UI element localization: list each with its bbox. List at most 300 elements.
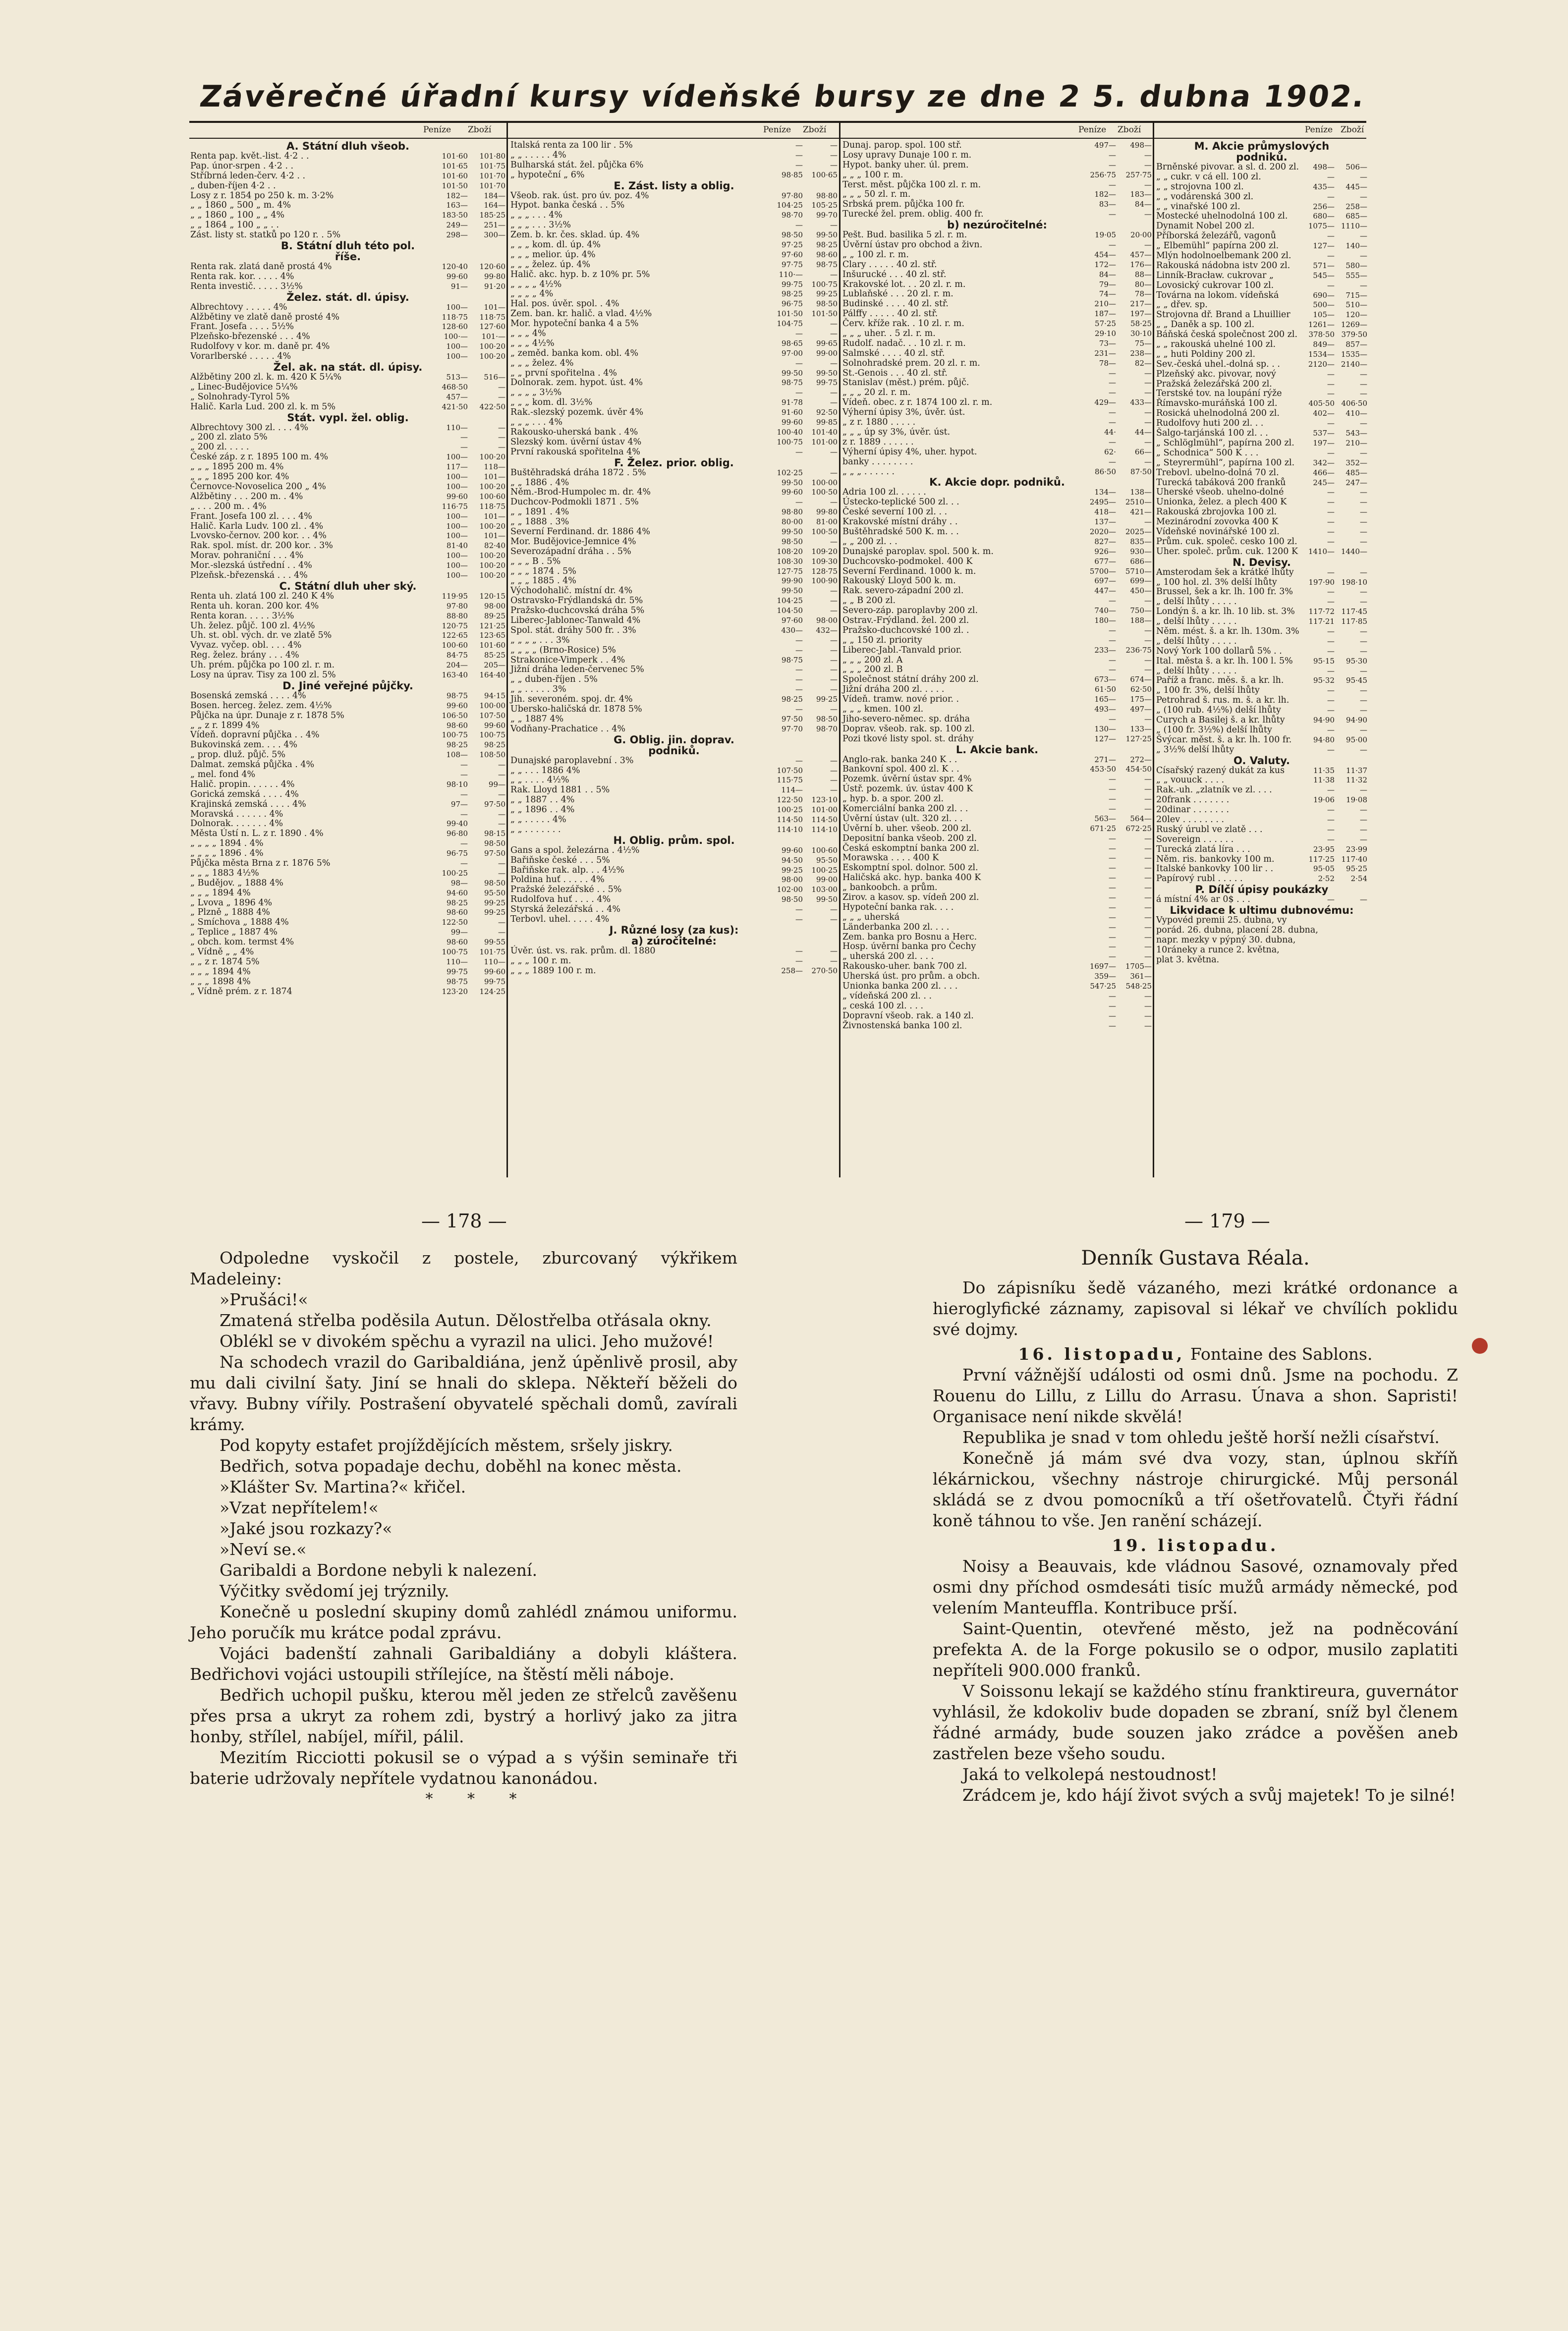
price-penize: 118·75 [442, 312, 468, 322]
quote-row [1156, 745, 1367, 755]
security-name: Ubersko-haličská dr. 1878 5% [510, 704, 642, 714]
quote-row [1156, 241, 1367, 251]
security-name: Amsterodam šek a krátké lhůty [1156, 567, 1294, 577]
quote-row [1156, 537, 1367, 547]
security-name: Uh. želez. půjč. 100 zl. 4½% [190, 620, 315, 631]
quote-row [190, 691, 505, 701]
price-penize: 182— [446, 191, 468, 200]
price-zbozi: 98·15 [484, 829, 505, 838]
price-penize: — [1327, 646, 1335, 656]
quote-row [510, 447, 838, 457]
quote-row [190, 423, 505, 433]
price-penize: — [460, 760, 468, 770]
quote-row [190, 790, 505, 800]
quote-row [510, 378, 838, 388]
price-zbozi: 270·50 [811, 966, 838, 975]
security-name: „ „ . . . . . 4% [510, 150, 566, 160]
price-zbozi: 184— [484, 191, 505, 200]
security-name: Rakouská nádobna istv 200 zl. [1156, 260, 1290, 271]
security-name: Halič. Karla Lud. 200 zl. k. m 5% [190, 401, 336, 412]
diary-entry-heading [933, 1535, 1458, 1556]
price-penize: 466— [1313, 468, 1335, 477]
quote-row [510, 388, 838, 398]
quote-row [190, 230, 505, 240]
security-name: Frant. Josefa . . . . 5½% [190, 322, 294, 332]
quote-row [510, 715, 838, 724]
price-penize: 99·90 [782, 576, 803, 586]
security-name: České záp. z r. 1895 100 m. 4% [190, 452, 329, 462]
security-name: Zást. listy st. statků po 120 r. . 5% [190, 230, 341, 240]
quote-row [510, 815, 838, 825]
security-name: Pozemk. úvěrní ústav spr. 4% [842, 774, 972, 784]
price-zbozi: — [498, 928, 505, 937]
security-name: Jižní dráha leden-červenec 5% [510, 665, 644, 675]
security-name: Unionka, želez. a plech 400 K [1156, 497, 1287, 507]
quote-row [1156, 578, 1367, 588]
price-penize: 447— [1094, 586, 1116, 596]
quote-row [842, 388, 1152, 398]
price-penize: 57·25 [1095, 319, 1116, 329]
quote-row [510, 309, 838, 319]
novel-paragraph: »Klášter Sv. Martina?« křičel. [220, 1477, 466, 1497]
price-zbozi: 99·25 [816, 695, 838, 704]
price-zbozi: 217— [1130, 299, 1152, 309]
security-name: „ Plzně „ 1888 4% [190, 907, 270, 918]
quote-row [842, 141, 1152, 151]
quote-row [190, 561, 505, 571]
price-penize: 204— [446, 661, 468, 670]
security-name: „ „ „ „ 3½% [510, 388, 562, 398]
price-penize: — [795, 388, 803, 397]
quote-row [1156, 399, 1367, 409]
quote-row [1156, 488, 1367, 498]
quote-row [842, 903, 1152, 913]
price-zbozi: — [1144, 902, 1152, 912]
price-zbozi: 432— [816, 625, 838, 635]
security-name: Rak. Lloyd 1881 . . 5% [510, 785, 610, 795]
price-penize: 99·25 [782, 865, 803, 875]
quote-row [842, 418, 1152, 428]
quote-row [1156, 478, 1367, 488]
quote-row [1156, 370, 1367, 380]
price-penize: 98·25 [782, 289, 803, 299]
price-zbozi: — [498, 392, 505, 401]
novel-paragraph: Na schodech vrazil do Garibaldiána, jenž úpěnlivě prosil, aby mu dali civilní šaty. Jiní se hnali do sklepa. Někteří běželi do vřavy. Bubny vířily. Postrašení obyvatelé spěchali domů, zavírali krámy. [190, 1352, 737, 1434]
price-zbozi: — [1360, 507, 1367, 517]
price-zbozi: — [1360, 537, 1367, 546]
price-zbozi: 85·25 [484, 651, 505, 660]
quote-row [510, 428, 838, 438]
quote-row [510, 329, 838, 339]
security-name: „ „ „ „ 1894 . 4% [190, 838, 264, 849]
section-heading: E. Zást. listy a oblig. [614, 179, 734, 192]
price-zbozi: — [1144, 408, 1152, 417]
security-name: Petrohrad š. rus. m. š. a kr. lh. [1156, 695, 1289, 706]
quote-row [190, 810, 505, 820]
price-zbozi: 2025— [1125, 527, 1152, 536]
security-name: Eskomptní spol. dolnor. 500 zl. [842, 863, 978, 873]
col3-zbozi-header: Zboží [1118, 125, 1141, 135]
quote-row [1156, 172, 1367, 182]
quote-row [190, 201, 505, 211]
price-penize: 99·50 [782, 478, 803, 487]
quote-row [1156, 825, 1367, 835]
price-penize: — [1109, 833, 1116, 843]
quote-row [1156, 192, 1367, 202]
quote-row [190, 502, 505, 512]
security-name: porád. 26. dubna, placení 28. dubna, [1156, 925, 1318, 936]
price-penize: 104·25 [777, 201, 803, 210]
price-zbozi: — [1360, 280, 1367, 290]
price-zbozi: — [1360, 626, 1367, 636]
security-name: „ 100 hol. zl. 3% delší lhůty [1156, 577, 1277, 587]
security-name: Frant. Josefa 100 zl. . . . 4% [190, 511, 312, 521]
security-name: „ „ . . . . . 4% [510, 815, 566, 825]
price-penize: — [1327, 527, 1335, 536]
security-name: Styrská železářská . . 4% [510, 904, 620, 915]
price-penize: 468·50 [442, 382, 468, 391]
quote-row [842, 972, 1152, 982]
quote-row [190, 443, 505, 452]
price-zbozi: 100·50 [811, 488, 838, 497]
price-zbozi: — [1144, 596, 1152, 606]
quote-row [842, 1001, 1152, 1011]
price-penize: 105— [1313, 310, 1335, 320]
price-penize: 405·50 [1308, 399, 1335, 408]
quote-row [842, 408, 1152, 418]
quote-row [510, 191, 838, 201]
price-penize: — [1327, 696, 1335, 705]
security-name: Papírový rubl . . . . . [1156, 874, 1243, 884]
price-zbozi: 88— [1134, 270, 1152, 279]
security-name: „ „ 1887 . . 4% [510, 795, 575, 805]
price-penize: 108·20 [777, 547, 803, 556]
quote-row [1156, 517, 1367, 527]
price-penize: — [1109, 952, 1116, 961]
quote-row [842, 270, 1152, 280]
quote-row [842, 467, 1152, 477]
quote-row [190, 631, 505, 641]
price-zbozi: — [1360, 745, 1367, 754]
security-name: „ „ „ . . . 3½% [510, 220, 571, 230]
quote-row [842, 250, 1152, 260]
quote-row [510, 280, 838, 290]
security-name: Bukovinská zem. . . . 4% [190, 740, 298, 750]
quote-row [842, 636, 1152, 646]
price-penize: — [1327, 597, 1335, 607]
price-penize: 97·75 [782, 260, 803, 269]
price-zbozi: — [1144, 952, 1152, 961]
security-name: Alžbětiny 200 zl. k. m. 420 K 5¼% [190, 372, 342, 383]
price-penize: — [1109, 408, 1116, 417]
price-penize: 11·35 [1313, 766, 1335, 775]
price-zbozi: 699— [1130, 576, 1152, 586]
price-penize: — [1109, 457, 1116, 466]
price-zbozi: 82·40 [484, 541, 505, 551]
security-name: „ „ duben-říjen . 5% [510, 674, 598, 685]
price-penize: 418— [1094, 507, 1116, 517]
quote-row [190, 313, 505, 323]
security-name: Továrna na lokom. vídeňská [1156, 290, 1279, 300]
quote-row [510, 537, 838, 547]
security-name: Úvěr. úst. vs. rak. prům. dl. 1880 [510, 945, 656, 956]
section-heading: M. Akcie průmyslových [1194, 140, 1330, 152]
column-divider [839, 122, 840, 1177]
price-penize: — [1327, 537, 1335, 546]
security-name: Mostecké uhelnodolná 100 zl. [1156, 211, 1288, 222]
price-zbozi: 94·15 [484, 691, 505, 700]
security-name: Albrechtovy . . . . . 4% [190, 302, 287, 312]
price-zbozi: 95·50 [484, 888, 505, 897]
price-zbozi: 127·60 [479, 322, 505, 332]
security-name: „ „ „ 1898 4% [190, 976, 251, 987]
quote-row [1156, 547, 1367, 557]
price-zbozi: 118·75 [479, 312, 505, 322]
quote-row [510, 270, 838, 280]
quote-row [842, 517, 1152, 527]
price-zbozi: — [830, 537, 838, 546]
price-zbozi: 685— [1345, 212, 1367, 221]
security-name: Stanislav (měst.) prém. půjč. [842, 378, 969, 388]
price-penize: — [1327, 805, 1335, 815]
price-zbozi: 101·00 [811, 805, 838, 815]
price-zbozi: 120·60 [479, 262, 505, 272]
price-penize: — [1109, 863, 1116, 873]
security-name: „ delší lhůty . . . . . [1156, 636, 1237, 646]
novel-paragraph: Konečně u poslední skupiny domů zahlédl známou uniformu. Jeho poručík mu krátce podal zprávu. [190, 1602, 737, 1642]
security-name: „ „ . . . 1886 4% [510, 765, 580, 776]
price-penize: — [1327, 507, 1335, 517]
quote-row [842, 873, 1152, 883]
quote-row [190, 641, 505, 651]
quote-row [1156, 320, 1367, 330]
price-zbozi: — [1360, 686, 1367, 695]
price-zbozi: — [498, 760, 505, 770]
price-penize: — [1327, 666, 1335, 675]
security-name: 20dinar . . . . . . . [1156, 805, 1230, 815]
quote-row [842, 319, 1152, 329]
col4-penize-header: Peníze [1305, 125, 1333, 135]
price-zbozi: 98·50 [816, 714, 838, 723]
price-zbozi: — [830, 915, 838, 924]
price-zbozi: 107·50 [479, 711, 505, 720]
security-name: Společnost státní dráhy 200 zl. [842, 674, 979, 685]
price-zbozi: 120— [1345, 310, 1367, 320]
price-penize: 102·25 [777, 468, 803, 477]
price-penize: 183·50 [442, 211, 468, 220]
security-name: 20frank . . . . . . . [1156, 795, 1230, 805]
price-zbozi: 361— [1130, 972, 1152, 981]
quote-row [1156, 448, 1367, 458]
quote-row [510, 151, 838, 161]
price-zbozi: 100·75 [479, 730, 505, 740]
price-penize: 98— [450, 878, 468, 888]
price-zbozi: — [1360, 815, 1367, 824]
price-zbozi: 485— [1345, 468, 1367, 477]
price-penize: 108— [446, 750, 468, 760]
price-penize: 108·30 [777, 556, 803, 566]
price-penize: 99·40 [447, 819, 468, 829]
price-penize: — [1109, 804, 1116, 813]
price-zbozi: — [830, 319, 838, 329]
diary-paragraph: Konečně já mám své dva vozy, stan, úplnou skříň lékárnickou, všechny nástroje chirurgické. Můj personál skládá se z dvou pomocníků a tří ošetřovatelů. Čtyři řádní koně táhnou to vše. Jen ranění scházejí. [933, 1448, 1458, 1530]
quote-row [510, 349, 838, 359]
security-name: á místní 4% ar 0$ . . . [1156, 894, 1250, 905]
price-penize: 2020— [1089, 527, 1116, 536]
security-name: Morawska . . . . 400 K [842, 853, 939, 863]
quote-row [1156, 251, 1367, 261]
quote-row [510, 956, 838, 966]
security-name: St.-Genois . . . 40 zl. stř. [842, 368, 948, 378]
price-zbozi: 114·10 [811, 825, 838, 834]
security-name: Renta pap. květ.-list. 4·2 . . [190, 151, 309, 161]
price-zbozi: — [1360, 231, 1367, 241]
price-penize: 116·75 [442, 501, 468, 511]
price-zbozi: — [1360, 666, 1367, 675]
col2-penize-header: Peníze [763, 125, 791, 135]
security-name: „ „ „ 200 zl. A [842, 655, 903, 665]
price-penize: — [460, 839, 468, 848]
price-zbozi: 100·60 [811, 845, 838, 855]
price-zbozi: — [830, 766, 838, 775]
security-name: Brussel, šek a kr. lh. 100 fr. 3% [1156, 587, 1293, 597]
novel-paragraph: »Jaké jsou rozkazy?« [220, 1519, 392, 1538]
security-name: Severozápadní dráha . . 5% [510, 546, 631, 556]
price-penize: — [1109, 714, 1116, 723]
quote-row [1156, 815, 1367, 825]
price-zbozi: 674— [1130, 675, 1152, 684]
price-zbozi: 101·40 [811, 427, 838, 437]
quote-row [510, 240, 838, 250]
security-name: Plzeňsko-březenské . . . 4% [190, 332, 310, 342]
security-name: Moravská . . . . . . 4% [190, 809, 283, 819]
price-penize: — [1327, 192, 1335, 201]
quote-row [842, 724, 1152, 734]
price-zbozi: 5710— [1125, 566, 1152, 576]
quote-row [510, 646, 838, 656]
security-name: Úvěrní ústav pro obchod a živn. [842, 240, 983, 250]
section-heading: O. Valuty. [1233, 754, 1290, 767]
security-name: Renta koran. . . . . 3½% [190, 610, 294, 621]
price-zbozi: — [830, 665, 838, 674]
security-name: „ „ z r. 1874 5% [190, 956, 260, 967]
price-penize: — [1327, 626, 1335, 636]
price-zbozi: — [1144, 942, 1152, 951]
security-name: Živnostenská banka 100 zl. [842, 1020, 962, 1031]
price-penize: — [1109, 942, 1116, 951]
quote-row [1156, 568, 1367, 578]
price-penize: 378·50 [1308, 330, 1335, 339]
security-name: Úvěrní b. uher. všeob. 200 zl. [842, 823, 972, 833]
quote-row [190, 670, 505, 680]
security-name: Alžbětiny . . . 200 m. . 4% [190, 491, 303, 501]
quote-row [1156, 666, 1367, 676]
quote-row [190, 322, 505, 332]
price-zbozi: 433— [1130, 398, 1152, 407]
security-name: „ „ vouuck . . . . [1156, 775, 1225, 785]
price-zbozi: 120·15 [479, 591, 505, 601]
price-zbozi: 555— [1345, 271, 1367, 280]
quote-row [510, 856, 838, 866]
quote-row [510, 665, 838, 675]
quote-row [190, 918, 505, 928]
price-penize: 1534— [1308, 349, 1335, 359]
price-zbozi: — [1144, 714, 1152, 723]
price-penize: — [460, 443, 468, 452]
price-zbozi: 1110— [1341, 222, 1367, 231]
quotes-column-3 [842, 141, 1152, 1031]
price-zbozi: 672·25 [1125, 824, 1152, 833]
quote-row [1156, 231, 1367, 241]
price-penize: 98·25 [447, 740, 468, 750]
price-penize: — [1327, 725, 1335, 734]
price-penize: 435— [1313, 182, 1335, 191]
security-name: Něm. ris. bankovky 100 m. [1156, 854, 1275, 864]
security-name: Bulharská stát. žel. půjčka 6% [510, 160, 644, 170]
price-zbozi: — [830, 776, 838, 785]
price-penize: 83— [1099, 200, 1116, 209]
price-zbozi: 257·75 [1125, 170, 1152, 179]
quote-row [842, 933, 1152, 943]
security-name: Liberec-Jablonec-Tanwald 4% [510, 615, 641, 625]
quote-row [1156, 350, 1367, 360]
quote-row [1156, 360, 1367, 370]
quote-row [190, 721, 505, 731]
price-penize: 98·60 [447, 908, 468, 917]
security-name: „ „ „ 50 zl. r. m. [842, 189, 911, 200]
price-penize: 180— [1094, 615, 1116, 625]
quote-row [842, 705, 1152, 715]
price-penize: 99·50 [782, 586, 803, 596]
price-penize: 547·25 [1090, 982, 1116, 991]
security-name: Černovce-Novoselica 200 „ 4% [190, 481, 326, 492]
quote-row [842, 992, 1152, 1001]
price-penize: 98·50 [782, 537, 803, 546]
quote-row [842, 844, 1152, 854]
quote-row [842, 210, 1152, 220]
quote-row [510, 211, 838, 221]
price-penize: 99·75 [447, 967, 468, 976]
price-penize: 298— [446, 230, 468, 240]
quote-row [510, 517, 838, 527]
price-zbozi: 99·65 [816, 338, 838, 348]
quote-row [1156, 916, 1367, 926]
price-penize: 537— [1313, 429, 1335, 438]
price-zbozi: — [1144, 368, 1152, 378]
price-zbozi: 99·50 [816, 230, 838, 240]
price-zbozi: 78— [1134, 289, 1152, 299]
price-zbozi: — [1360, 636, 1367, 646]
price-penize: 98·25 [782, 695, 803, 704]
security-name: Uherská úst. pro prům. a obch. [842, 971, 980, 982]
novel-paragraph: Výčitky svědomí jej trýznily. [220, 1581, 449, 1601]
price-penize: 5700— [1089, 566, 1116, 576]
price-zbozi: — [1360, 527, 1367, 536]
quote-row [842, 349, 1152, 359]
quote-row [190, 191, 505, 201]
security-name: Vodňany-Prachatice . . 4% [510, 723, 625, 734]
quote-row [842, 200, 1152, 210]
price-penize: — [1327, 231, 1335, 241]
price-penize: — [1327, 379, 1335, 388]
price-zbozi: 87·50 [1130, 467, 1152, 476]
price-penize: — [1109, 794, 1116, 804]
quote-row [510, 596, 838, 606]
price-zbozi: 98·00 [816, 615, 838, 625]
security-name: „ delší lhůty . . . . . [1156, 616, 1237, 627]
price-penize: — [1327, 517, 1335, 527]
security-name: Rakouský Lloyd 500 k. m. [842, 576, 956, 586]
